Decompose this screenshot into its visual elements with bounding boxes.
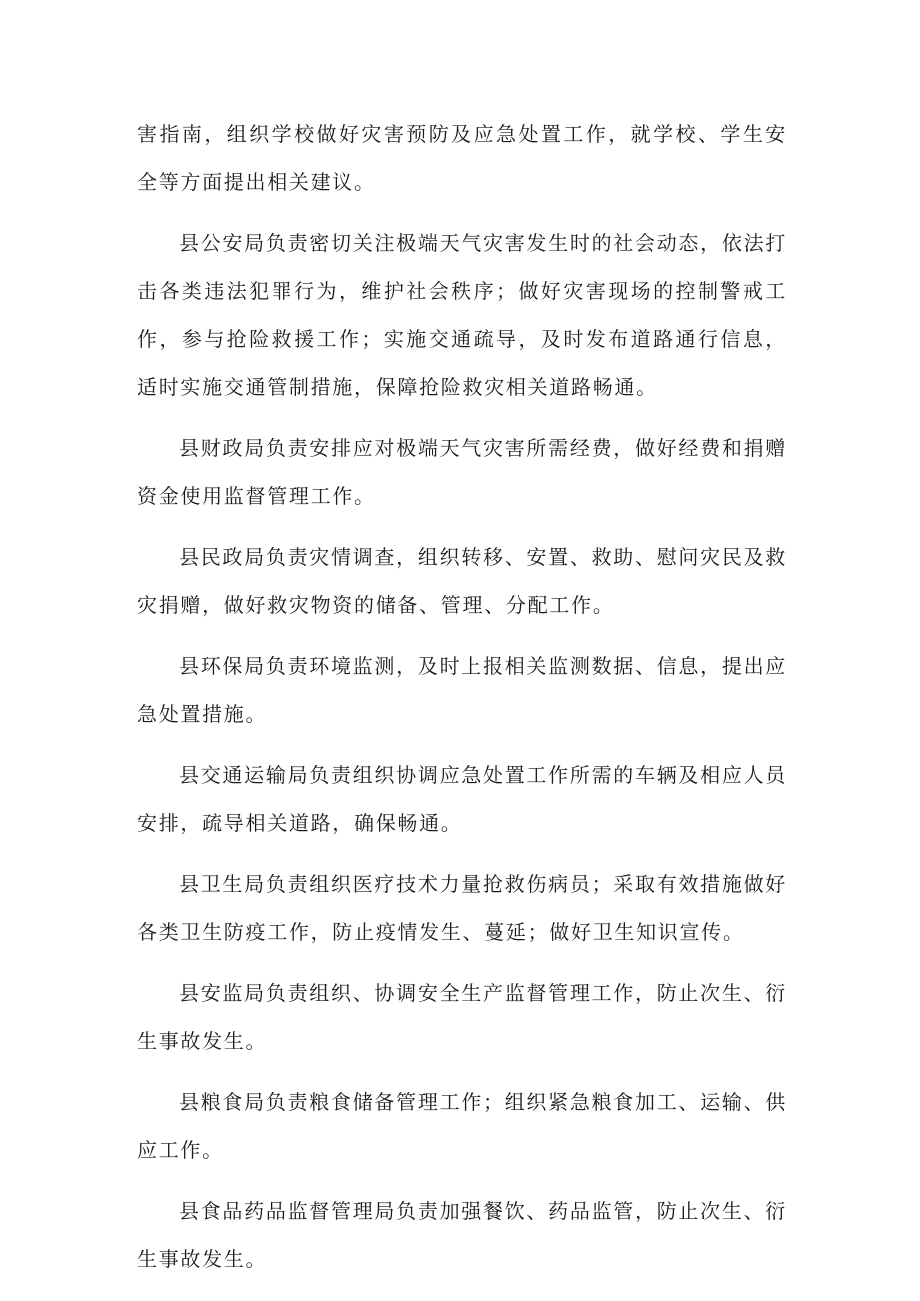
paragraph-environmental: 县环保局负责环境监测，及时上报相关监测数据、信息，提出应急处置措施。 <box>137 654 787 726</box>
document-body <box>137 110 787 1296</box>
paragraph-safety-supervision: 县安监局负责组织、协调安全生产监督管理工作，防止次生、衍生事故发生。 <box>137 981 787 1053</box>
paragraph-finance: 县财政局负责安排应对极端天气灾害所需经费，做好经费和捐赠资金使用监督管理工作。 <box>137 436 787 508</box>
paragraph-continuation: 害指南，组织学校做好灾害预防及应急处置工作，就学校、学生安全等方面提出相关建议。 <box>137 122 787 194</box>
paragraph-food-drug: 县食品药品监督管理局负责加强餐饮、药品监管，防止次生、衍生事故发生。 <box>137 1199 787 1271</box>
paragraph-civil-affairs: 县民政局负责灾情调查，组织转移、安置、救助、慰问灾民及救灾捐赠，做好救灾物资的储备、管理、分配工作。 <box>137 545 787 617</box>
paragraph-health: 县卫生局负责组织医疗技术力量抢救伤病员；采取有效措施做好各类卫生防疫工作，防止疫情发生、蔓延；做好卫生知识宣传。 <box>137 872 787 944</box>
paragraph-grain: 县粮食局负责粮食储备管理工作；组织紧急粮食加工、运输、供应工作。 <box>137 1090 787 1162</box>
paragraph-public-security: 县公安局负责密切关注极端天气灾害发生时的社会动态，依法打击各类违法犯罪行为，维护社会秩序；做好灾害现场的控制警戒工作，参与抢险救援工作；实施交通疏导，及时发布道路通行信息，适时实施交通管制措施，保障抢险救灾相关道路畅通。 <box>137 231 787 399</box>
paragraph-transport: 县交通运输局负责组织协调应急处置工作所需的车辆及相应人员安排，疏导相关道路，确保畅通。 <box>137 763 787 835</box>
